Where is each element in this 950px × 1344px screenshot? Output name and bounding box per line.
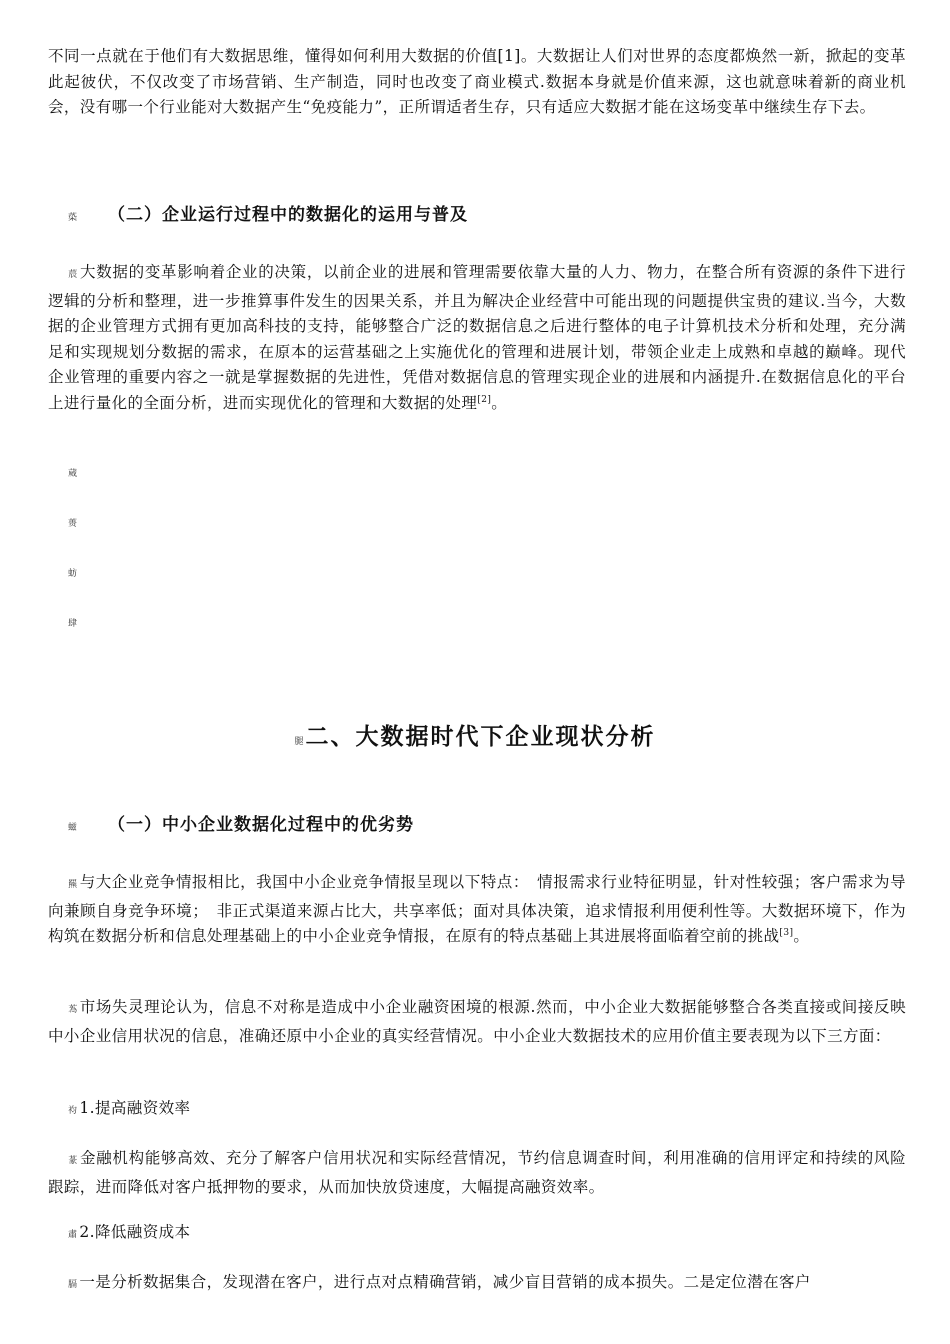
paragraph-marker: 膈 — [68, 1280, 78, 1290]
paragraph-marker: 羆 — [68, 880, 78, 890]
heading-text: （二）企业运行过程中的数据化的运用与普及 — [108, 205, 469, 225]
paragraph-text: 市场失灵理论认为，信息不对称是造成中小企业融资困境的根源.然而，中小企业大数据能够整合各类直接或间接反映中小企业信用状况的信息，准确还原中小企业的真实经营情况。中小企业大数据技术的应用价值主要表现为以下三方面： — [48, 998, 906, 1045]
paragraph-text: 不同一点就在于他们有大数据思维，懂得如何利用大数据的价值[1]。大数据让人们对世界的态度都焕然一新，掀起的变革此起彼伏，不仅改变了市场营销、生产制造，同时也改变了商业模式.数据本身就是价值来源，这也就意味着新的商业机会，没有哪一个行业能对大数据产生“免疫能力”，正所谓适者生存，只有适应大数据才能在这场变革中继续生存下去。 — [48, 47, 906, 116]
paragraph-marker: 蚄 — [68, 569, 78, 579]
paragraph-text: 一是分析数据集合，发现潜在客户，进行点对点精确营销，减少盲目营销的成本损失。二是定位潜在客户 — [79, 1273, 811, 1291]
paragraph-marker: 蒉 — [68, 519, 78, 529]
paragraph-marker: 袀 — [68, 1106, 78, 1116]
paragraph-marker: 蒍 — [68, 1005, 78, 1015]
paragraph-cost — [48, 1270, 906, 1299]
paragraph-marker: 螆 — [68, 823, 79, 833]
paragraph-end: 。 — [491, 393, 508, 412]
paragraph-competitive-intelligence — [48, 870, 906, 950]
paragraph-marker: 蒃 — [68, 1156, 79, 1166]
paragraph-marker: 肆 — [68, 619, 78, 629]
citation-ref: [3] — [779, 927, 794, 938]
citation-ref: [2] — [477, 394, 492, 405]
heading-text: 二、大数据时代下企业现状分析 — [305, 724, 656, 750]
paragraph-end: 。 — [793, 927, 810, 945]
paragraph-text: 大数据的变革影响着企业的决策，以前企业的进展和管理需要依靠大量的人力、物力，在整合所有资源的条件下进行逻辑的分析和整理，进一步推算事件发生的因果关系，并且为解决企业经营中可能出现的问题提供宝贵的建议.当今，大数据的企业管理方式拥有更加高科技的支持，能够整合广泛的数据信息之后进行整体的电子计算机技术分析和处理，充分满足和实现规划分数据的需求，在原本的运营基础之上实施优化的管理和进展计划，带领企业走上成熟和卓越的巅峰。现代企业管理的重要内容之一就是掌握数据的先进性，凭借对数据信息的管理实现企业的进展和内涵提升.在数据信息化的平台上进行量化的全面分析，进而实现优化的管理和大数据的处理 — [48, 263, 907, 412]
paragraph-market-failure — [48, 995, 906, 1049]
paragraph-marker: 蒅 — [68, 213, 79, 223]
paragraph-intro — [48, 44, 906, 121]
paragraph-marker: 莀 — [68, 270, 79, 280]
list-item-efficiency — [48, 1096, 906, 1125]
paragraph-text: 1.提高融资效率 — [79, 1099, 191, 1117]
paragraph-text: 与大企业竞争情报相比，我国中小企业竞争情报呈现以下特点： 情报需求行业特征明显，针对性较强；客户需求为导向兼顾自身竞争环境； 非正式渠道来源占比大，共享率低；面对具体决策，追求情报利用便利性等。大数据环境下，作为构筑在数据分析和信息处理基础上的中小企业竞争情报，在原有的特点基础上其进展将面临着空前的挑战 — [48, 873, 906, 945]
heading-text: （一）中小企业数据化过程中的优劣势 — [108, 815, 415, 835]
paragraph-big-data-change — [48, 260, 906, 416]
list-item-cost — [48, 1220, 906, 1249]
paragraph-efficiency — [48, 1146, 906, 1200]
paragraph-marker: 肅 — [68, 1230, 78, 1240]
section-heading-2 — [68, 200, 468, 225]
paragraph-marker: 腿 — [294, 737, 306, 747]
paragraph-text: 金融机构能够高效、充分了解客户信用状况和实际经营情况，节约信息调查时间，利用准确的信用评定和持续的风险跟踪，进而降低对客户抵押物的要求，从而加快放贷速度，大幅提高融资效率。 — [48, 1149, 907, 1196]
paragraph-marker: 蒇 — [68, 469, 78, 479]
chapter-heading — [0, 718, 950, 751]
paragraph-text: 2.降低融资成本 — [79, 1223, 191, 1241]
section-heading-1 — [68, 810, 414, 835]
